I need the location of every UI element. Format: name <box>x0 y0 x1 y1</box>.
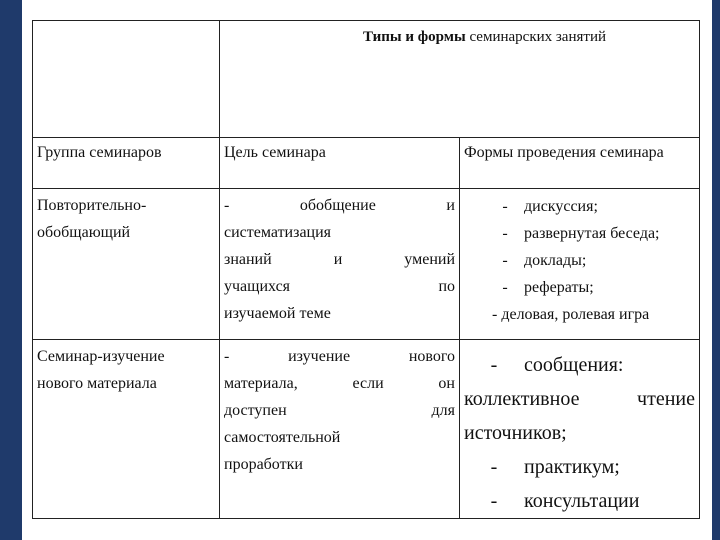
header-row <box>33 138 700 189</box>
row1-goal-cell <box>220 189 460 340</box>
list-item: - развернутая беседа; <box>502 225 660 242</box>
row2-forms-cell <box>460 340 700 519</box>
table-title <box>270 29 699 46</box>
title-bold: Типы и формы <box>363 29 466 45</box>
row1-goal-line: изучаемой теме <box>224 305 331 322</box>
row1-forms-cell <box>460 189 700 340</box>
header-group-cell <box>33 138 220 189</box>
row1-group-line: Повторительно- <box>37 197 147 214</box>
header-forms-cell <box>460 138 700 189</box>
row1-group-cell <box>33 189 220 340</box>
list-item: - деловая, ролевая игра <box>492 306 650 323</box>
title-empty-cell <box>33 21 220 138</box>
header-goal: Цель семинара <box>224 144 326 161</box>
row2-goal-line: доступен для <box>224 402 455 419</box>
row1-goal-line: знаний и умений <box>224 251 455 268</box>
header-goal-cell <box>220 138 460 189</box>
list-item: - доклады; <box>502 252 587 269</box>
title-row <box>33 21 700 138</box>
row1-goal-line: - обобщение и <box>224 197 455 214</box>
row2-goal-line: - изучение нового <box>224 348 455 365</box>
row2-group-line: Семинар-изучение <box>37 348 165 365</box>
row2-group-line: нового материала <box>37 375 157 392</box>
row1-goal-line: систематизация <box>224 224 332 241</box>
header-forms: Формы проведения семинара <box>464 144 664 161</box>
title-rest: семинарских занятий <box>465 29 606 45</box>
list-item: - консультации <box>490 490 640 512</box>
header-group: Группа семинаров <box>37 144 162 161</box>
list-item: - дискуссия; <box>502 198 598 215</box>
list-item-continuation: источников; <box>464 422 567 444</box>
row2-group-cell <box>33 340 220 519</box>
row2-goal-cell <box>220 340 460 519</box>
row2-goal-line: проработки <box>224 456 303 473</box>
row2-goal-line: материала, если он <box>224 375 455 392</box>
row1-goal-line: учащихся по <box>224 278 455 295</box>
row2-goal-line: самостоятельной <box>224 429 341 446</box>
title-cell <box>220 21 700 138</box>
list-item: - рефераты; <box>502 279 594 296</box>
document-page <box>22 0 712 540</box>
seminar-types-table <box>32 20 700 519</box>
table-row <box>33 340 700 519</box>
list-item: - практикум; <box>490 456 620 478</box>
row1-group-line: обобщающий <box>37 224 131 241</box>
list-item-continuation: коллективное чтение <box>464 388 695 410</box>
table-row <box>33 189 700 340</box>
list-item: - сообщения: <box>490 354 624 376</box>
